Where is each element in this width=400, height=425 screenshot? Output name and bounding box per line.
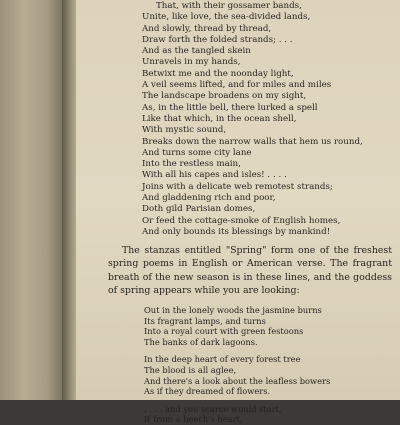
spring-poem-line: And there's a look about the leafless bowers [144,375,331,386]
poem-line: As, in the little bell, there lurked a spell [142,102,318,113]
spring-poem-line: Out in the lonely woods the jasmine burns [144,305,322,315]
poem-line: Unite, like love, the sea-divided lands, [142,12,311,23]
poem-line: A veil seems lifted, and for miles and miles [142,80,332,91]
poem-line: Betwixt me and the noonday light, [142,68,294,79]
spring-poem-line: If from a beech's heart, [144,414,243,425]
facing-page-edge [0,0,62,400]
spring-poem-line: . . . . and you scarce would start, [144,403,282,414]
poem-line: Breaks down the narrow walls that hem us round, [142,136,363,147]
poem-line: The landscape broadens on my sight, [142,91,307,102]
poem-line: That, with their gossamer bands, [156,1,302,11]
stanza-gap [144,347,330,354]
prose-paragraph: The stanzas entitled "Spring" form one of the freshest spring poems in English or American verse. The fragrant breath of the new season is in these lines, and the goddess of spring appears while you are looking: [108,245,392,297]
poem-line: Or feed the cottage-smoke of English homes, [142,215,341,226]
spring-poem-stanzas [144,305,330,425]
poem-line: Doth gild Parisian domes, [142,204,256,215]
spring-poem-line: Its fragrant lamps, and turns [144,315,266,326]
spring-poem-line: The banks of dark lagoons. [144,336,258,347]
poem-line: And only bounds its blessings by mankind! [142,226,331,237]
poem-line: With mystic sound, [142,125,227,136]
spring-poem-line: As if they dreamed of flowers. [144,386,271,397]
poem-line: And turns some city lane [142,147,252,158]
spring-poem-line: In the deep heart of every forest tree [144,354,301,365]
spring-poem-line: Into a royal court with green festoons [144,326,304,337]
poem-line: And slowly, thread by thread, [142,23,272,34]
poem-line: Into the restless main, [142,159,241,170]
poem-line: Unravels in my hands, [142,57,241,68]
poem-line: Draw forth the folded strands; . . . [142,34,293,45]
poem-excerpt [142,1,363,238]
poem-line: Like that which, in the ocean shell, [142,113,297,124]
book-page [76,0,400,425]
poem-line: Joins with a delicate web remotest strands; [142,181,333,192]
poem-line: With all his capes and isles! . . . . [142,170,287,181]
poem-line: And gladdening rich and poor, [142,193,276,204]
poem-line: And as the tangled skein [142,46,251,57]
spring-poem-line: The blood is all aglee, [144,364,237,375]
stanza-gap [144,397,330,404]
